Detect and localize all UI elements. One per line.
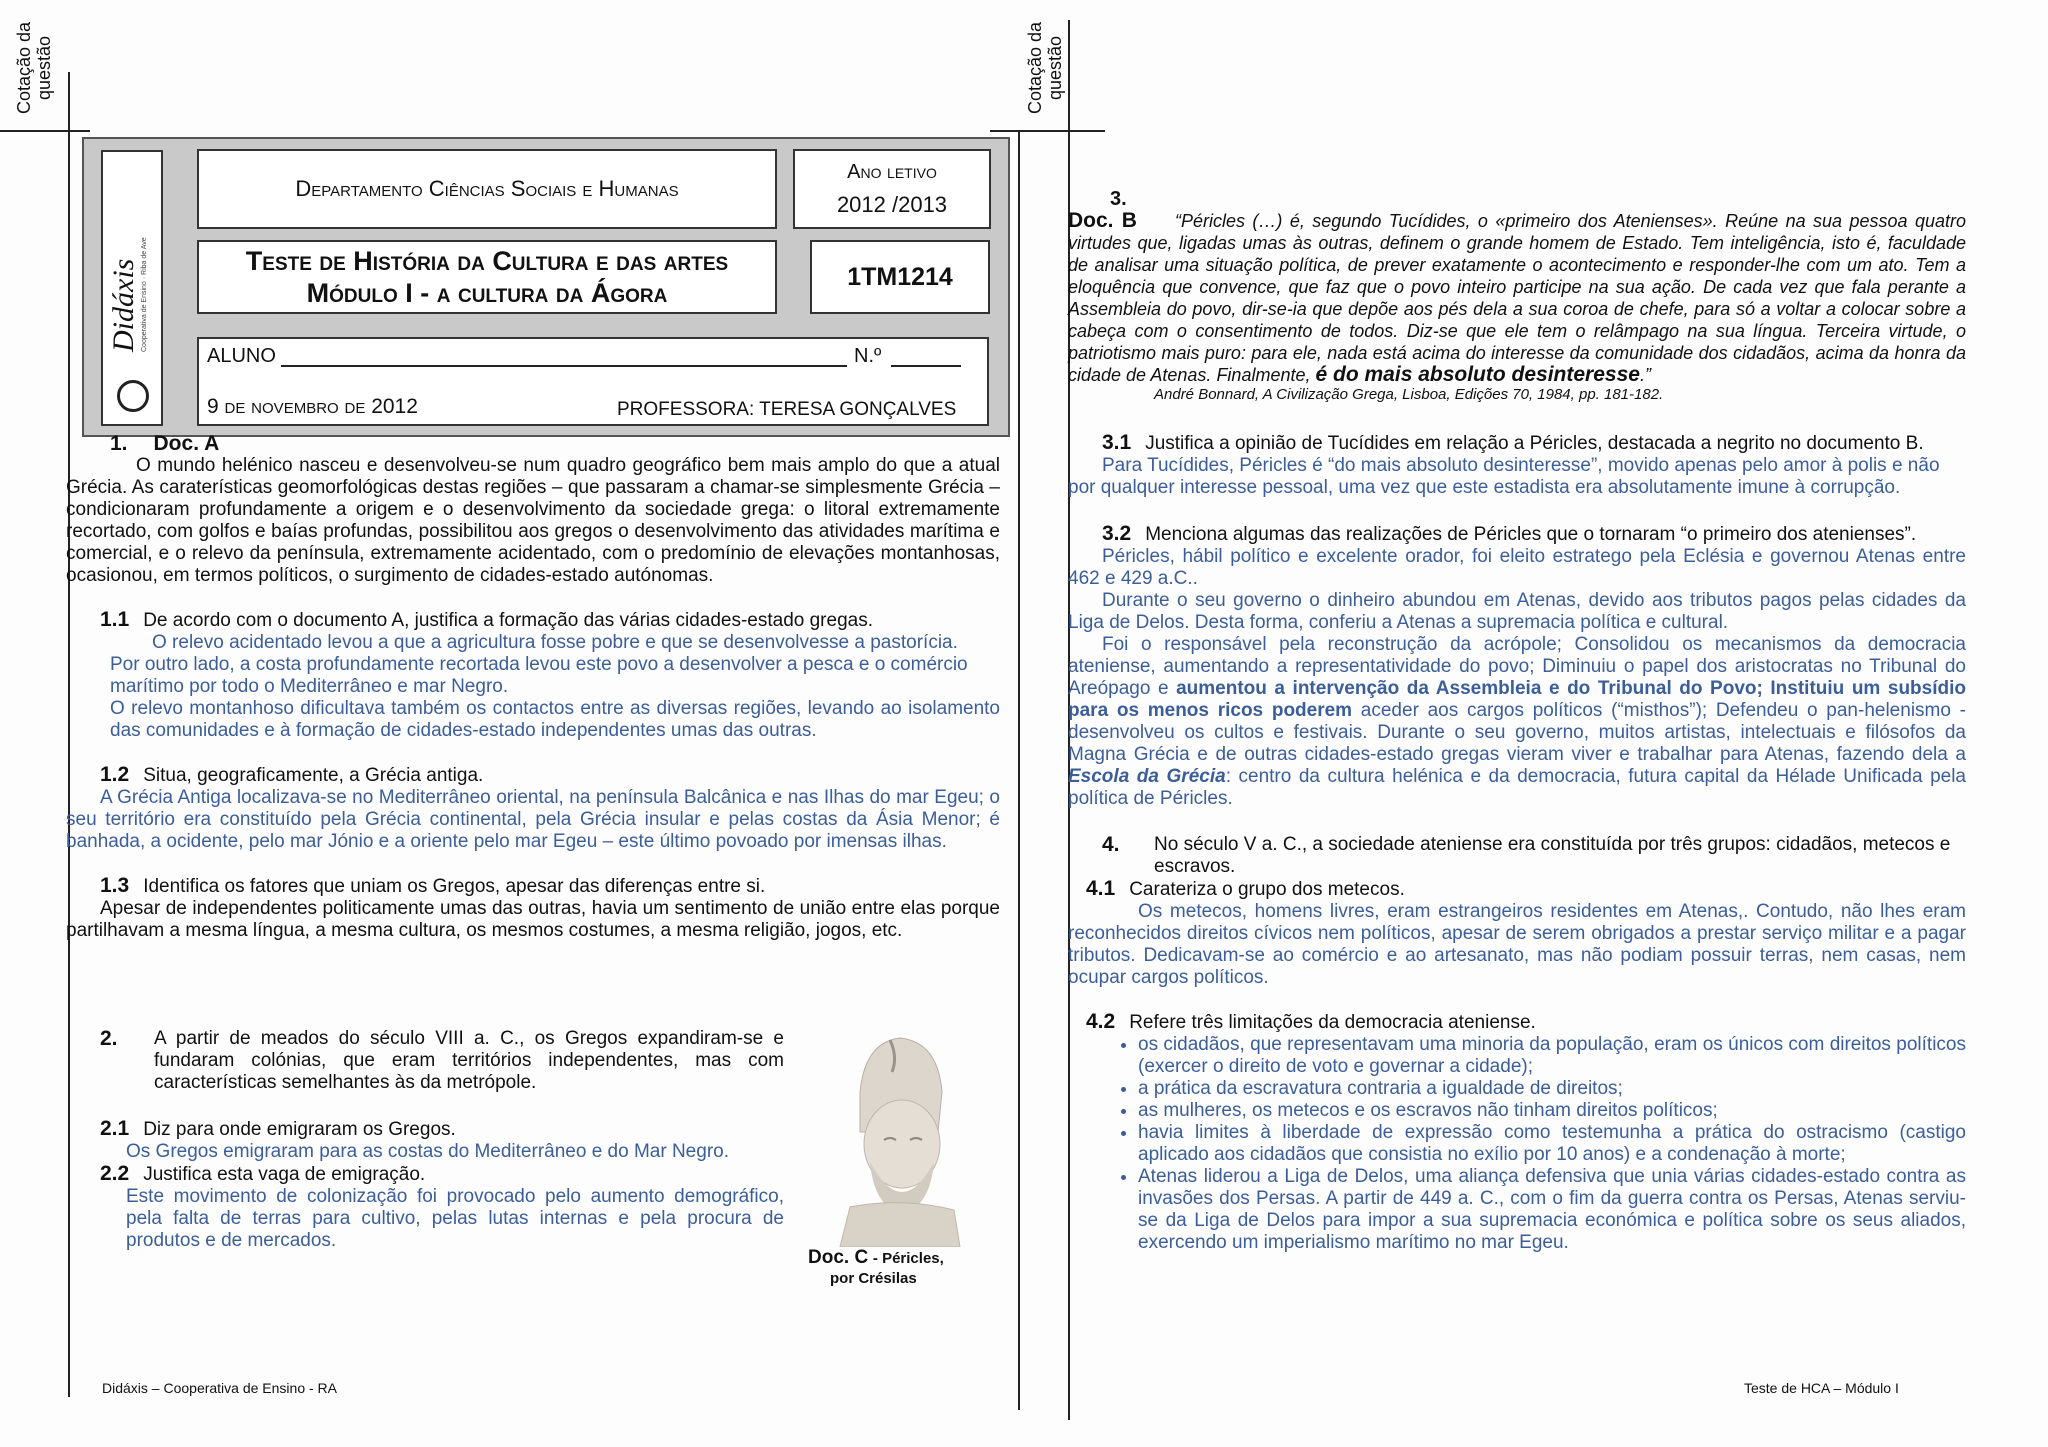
q4-text: No século V a. C., a sociedade ateniense era constituída por três grupos: cidadãos, metecos e escravos. (1154, 834, 1951, 877)
answer-1-1-a: O relevo acidentado levou a que a agricultura fosse pobre e que se desenvolvesse a pastorícia. (152, 632, 958, 653)
q2-text: A partir de meados do século VIII a. C., os Gregos expandiram-se e fundaram colónias, que eram territórios independentes, mas com características semelhantes às da metrópole. (154, 1028, 784, 1093)
list-item: • havia limites à liberdade de expressão como testemunha a prática do ostracismo (castigo aplicado aos cidadãos que consistia no exílio por 10 anos) e a condenação à morte; (1138, 1122, 1966, 1166)
doc-c-caption-1: - Péricles, (872, 1250, 944, 1267)
list-item: • os cidadãos, que representavam uma minoria da população, eram os únicos com direitos políticos (exercer o direito de voto e governar a cidade); (1138, 1034, 1966, 1078)
doc-b-source: André Bonnard, A Civilização Grega, Lisboa, Edições 70, 1984, pp. 181-182. (1154, 386, 1664, 403)
department-box (197, 149, 777, 229)
doc-b-text-block (1068, 210, 1966, 386)
q1-2-text: Situa, geograficamente, a Grécia antiga. (143, 765, 484, 786)
numero-label: N.º (854, 345, 882, 367)
q1-2-number: 1.2 (100, 763, 130, 786)
answer-3-2-b: Durante o seu governo o dinheiro abundou em Atenas, devido aos tributos pagos pelas cidades da Liga de Delos. Desta forma, conferiu a Atenas a supremacia política e cultural. (1068, 590, 1966, 633)
answer-3-2-c5: : centro da cultura helénica e da democracia, futura capital da Hélade Unificada pela política de Péricles. (1068, 766, 1966, 809)
answer-2-1: Os Gregos emigraram para as costas do Mediterrâneo e do Mar Negro. (126, 1141, 729, 1162)
answer-1-1-b: Por outro lado, a costa profundamente recortada levou este povo a desenvolver a pesca e o comércio marítimo por todo o Mediterrâneo e mar Negro. (110, 654, 968, 697)
q3-2-number: 3.2 (1102, 522, 1132, 545)
q1-3-text: Identifica os fatores que uniam os Gregos, apesar das diferenças entre si. (143, 876, 766, 897)
q1-heading (110, 433, 1000, 455)
doc-b-text: “Péricles (…) é, segundo Tucídides, o «primeiro dos Atenienses». Reúne na sua pessoa quatro virtudes que, ligadas umas às outras, definem o grande homem de Estado. Tem inteligência, isto é, faculdade de analisar uma situação política, de prever exatamente o acontecimento e responder-lhe com um ato. Tem a eloquência que convence, que faz que o povo inteiro participe na sua ação. De cada vez que fala perante a Assembleia do povo, dir-se-ia que depõe aos pés dela a sua coroa de chefe, para só a voltar a colocar sobre a cabeça com o consentimento de todos. Diz-se que ele tem o relâmpago na sua língua. Terceira virtude, o patriotismo mais puro: para ele, nada está acima do interesse da comunidade dos cidadãos, acima da honra da cidade de Atenas. Finalmente, (1068, 211, 1967, 385)
list-item: • Atenas liderou a Liga de Delos, uma aliança defensiva que unia várias cidades-estado contra as invasões dos Persas. A partir de 449 a. C., com o fim da guerra contra os Persas, Atenas serviu-se da Liga de Delos para impor a sua supremacia económica e política sobre os seus aliados, exercendo um imperialismo marítimo no mar Egeu. (1138, 1166, 1966, 1254)
answer-3-2-c3: aceder aos cargos políticos (“misthos”); Defendeu o pan-helenismo - desenvolveu os cultos e festivais. Durante o seu governo, muitos artistas, intelectuais e filósofos da Magna Grécia e de outras cidades-estado gregas vieram viver e trabalhar para Atenas, fazendo dela a (1068, 700, 1966, 765)
margin-label-left: Cotação da questão (14, 21, 54, 115)
q2-row (100, 1028, 784, 1094)
q4-number: 4. (1102, 833, 1120, 856)
q1-2 (100, 764, 1000, 787)
doc-c-caption (808, 1248, 988, 1289)
q2-1-text: Diz para onde emigraram os Gregos. (143, 1119, 456, 1140)
q4-2-number: 4.2 (1086, 1010, 1116, 1033)
q2-block (100, 1028, 784, 1252)
answer-3-2-c4: Escola da Grécia (1068, 766, 1226, 787)
left-column (66, 433, 1000, 942)
answer-2-2: Este movimento de colonização foi provocado pelo aumento demográfico, pela falta de terras para cultivo, pelas lutas internas e pela procura de produtos e de mercados. (126, 1186, 784, 1251)
q1-3 (100, 875, 1000, 898)
q2-number: 2. (100, 1027, 118, 1050)
class-code: 1TM1214 (847, 262, 953, 291)
answer-3-2-c (1068, 634, 1966, 810)
doc-b-bold: é do mais absoluto desinteresse (1315, 363, 1640, 386)
q3-1-number: 3.1 (1102, 431, 1132, 454)
test-title: Teste de História da Cultura e das artes (245, 246, 729, 276)
footer-right: Teste de HCA – Módulo I (1744, 1380, 1899, 1396)
answer-3-2-a: Péricles, hábil político e excelente orador, foi eleito estratego pela Eclésia e governou Atenas entre 462 e 429 a.C.. (1068, 546, 1966, 589)
ano-letivo-label: Ano letivo (847, 160, 937, 183)
margin-line-left-h (0, 130, 90, 132)
q2-1-number: 2.1 (100, 1117, 130, 1140)
logo-small: Cooperativa de Ensino · Riba de Ave (141, 237, 148, 352)
q1-1 (100, 609, 1000, 632)
q1-3-number: 1.3 (100, 874, 130, 897)
q1-1-number: 1.1 (100, 608, 130, 631)
answer-1-3: Apesar de independentes politicamente umas das outras, havia um sentimento de união entre elas porque partilhavam a mesma língua, a mesma cultura, os mesmos costumes, a mesma religião, jogos, etc. (66, 898, 1000, 941)
ano-letivo-box (793, 149, 991, 229)
q3-1 (1102, 432, 1966, 455)
q2-2-text: Justifica esta vaga de emigração. (143, 1164, 426, 1185)
code-box (810, 240, 990, 314)
doc-c-caption-line1 (808, 1248, 988, 1269)
q4-1 (1086, 878, 1966, 901)
q3-number: 3. (1110, 188, 1127, 210)
doc-b-label: Doc. B (1068, 209, 1137, 232)
margin-line-right-h (990, 130, 1105, 132)
doc-a-text: O mundo helénico nasceu e desenvolveu-se num quadro geográfico bem mais amplo do que a atual Grécia. As caraterísticas geomorfológicas destas regiões – que passaram a chamar-se simplesmente Grécia – condicionaram profundamente a origem e o desenvolvimento da sociedade grega: o litoral extremamente recortado, com golfos e baías profundas, possibilitou aos gregos o desenvolvimento das atividades marítima e comercial, e o relevo da península, extremamente acidentado, com o predomínio de elevações montanhosas, ocasionou, em termos políticos, o surgimento de cidades-estado autónomas. (66, 455, 1000, 586)
limitations-list (1068, 1034, 1966, 1254)
module-title: Módulo I - a cultura da Ágora (306, 278, 668, 308)
q4-1-number: 4.1 (1086, 877, 1116, 900)
answer-1-2: A Grécia Antiga localizava-se no Mediterrâneo oriental, na península Balcânica e nas Ilhas do mar Egeu; o seu território era constituído pela Grécia continental, pela Grécia insular e pelas costas da Ásia Menor; é banhada, a ocidente, pelo mar Jónio e a oriente pelo mar Egeu – este último povoado por imensas ilhas. (66, 787, 1000, 852)
q4 (1102, 834, 1966, 878)
footer-left: Didáxis – Cooperativa de Ensino - RA (102, 1380, 338, 1396)
answer-3-1: Para Tucídides, Péricles é “do mais absoluto desinteresse”, movido apenas pelo amor à polis e não por qualquer interesse pessoal, uma vez que este estadista era absolutamente imune à corrupção. (1068, 455, 1940, 498)
doc-a-title: Doc. A (153, 432, 220, 455)
numero-line[interactable] (891, 365, 961, 367)
q3-2-text: Menciona algumas das realizações de Péricles que o tornaram “o primeiro dos atenienses”. (1145, 524, 1917, 545)
teacher: PROFESSORA: TERESA GONÇALVES (617, 399, 957, 420)
logo-box (101, 150, 163, 426)
q1-1-text: De acordo com o documento A, justifica a formação das várias cidades-estado gregas. (143, 610, 873, 631)
q2-2 (100, 1163, 784, 1186)
q3-1-text: Justifica a opinião de Tucídides em relação a Péricles, destacada a negrito no documento B. (1145, 433, 1924, 454)
department: Departamento Ciências Sociais e Humanas (295, 176, 679, 201)
q2-2-number: 2.2 (100, 1162, 130, 1185)
pericles-bust-image (820, 1032, 970, 1247)
doc-c-label: Doc. C (808, 1247, 869, 1268)
answer-4-1: Os metecos, homens livres, eram estrangeiros residentes em Atenas,. Contudo, não lhes eram reconhecidos direitos cívicos nem políticos, apesar de serem obrigados a prestar serviço militar e a pagar tributos. Dedicavam-se ao comércio e ao artesanato, mas não podiam possuir terras, nem casas, nem ocupar cargos políticos. (1068, 901, 1966, 988)
margin-label-right: Cotação da questão (1025, 21, 1065, 115)
ano-letivo: 2012 /2013 (836, 191, 948, 217)
doc-b-end: .” (1639, 365, 1651, 385)
list-item: • as mulheres, os metecos e os escravos não tinham direitos políticos; (1138, 1100, 1966, 1122)
list-item: • a prática da escravatura contraria a igualdade de direitos; (1138, 1078, 1966, 1100)
q3-2 (1102, 523, 1966, 546)
answer-3-2-c2: aumentou a intervenção da Assembleia e do Tribunal do Povo; Instituiu um subsídio para os menos ricos poderem (1068, 678, 1966, 721)
test-date: 9 de novembro de 2012 (207, 395, 418, 418)
aluno-line[interactable] (281, 365, 847, 367)
q4-1-text: Carateriza o grupo dos metecos. (1129, 879, 1405, 900)
doc-c-caption-2: por Crésilas (830, 1270, 917, 1287)
q4-2 (1086, 1011, 1966, 1034)
title-box (197, 240, 777, 314)
answer-1-1-c: O relevo montanhoso dificultava também os contactos entre as diversas regiões, levando ao isolamento das comunidades e à formação de cidades-estado independentes umas das outras. (110, 698, 1000, 741)
student-box (197, 337, 989, 426)
logo-emblem-icon (117, 380, 149, 412)
q2-1 (100, 1118, 784, 1141)
page-divider (1018, 130, 1020, 1410)
q1-number: 1. (110, 432, 128, 455)
answer-3-2-c1: Foi o responsável pela reconstrução da acrópole; Consolidou os mecanismos da democracia ateniense, aumentando a representatividade do povo; Diminuiu o papel dos aristocratas no Tribunal do Areópago e (1068, 634, 1966, 699)
aluno-label: ALUNO (207, 345, 276, 367)
logo-text: Didáxis (107, 258, 140, 352)
q4-2-text: Refere três limitações da democracia ateniense. (1129, 1012, 1536, 1033)
right-column (1068, 188, 1966, 1254)
